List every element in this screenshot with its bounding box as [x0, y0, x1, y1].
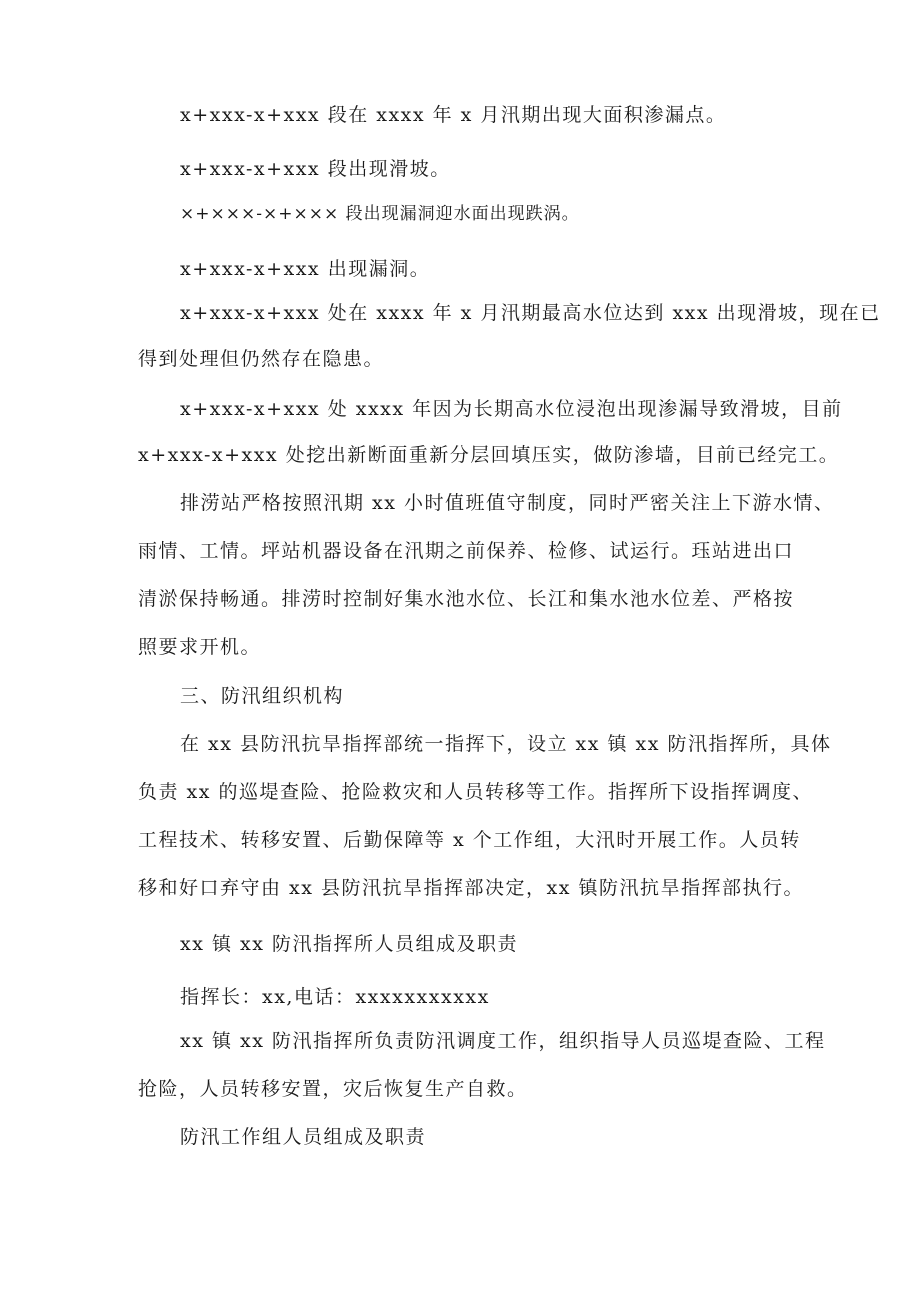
subheading: 防汛工作组人员组成及职责	[180, 1126, 427, 1148]
text-line: x+xxx-x+xxx 段出现滑坡。	[180, 158, 451, 180]
text-line: x+xxx-x+xxx 出现漏洞。	[180, 258, 431, 280]
text-line: 工程技术、转移安置、后勤保障等 x 个工作组，大汛时开展工作。人员转	[138, 829, 801, 851]
text-line: 负责 xx 的巡堤查险、抢险救灾和人员转移等工作。指挥所下设指挥调度、	[138, 781, 814, 803]
text-line: xx 镇 xx 防汛指挥所负责防汛调度工作，组织指导人员巡堤查险、工程	[180, 1030, 826, 1052]
text-line: x+xxx-x+xxx 处 xxxx 年因为长期高水位浸泡出现渗漏导致滑坡，目前	[180, 398, 843, 420]
text-line: 移和好口弃守由 xx 县防汛抗旱指挥部决定，xx 镇防汛抗旱指挥部执行。	[138, 877, 804, 899]
text-line: 照要求开机。	[138, 636, 262, 658]
text-line: 抢险，人员转移安置，灾后恢复生产自救。	[138, 1078, 528, 1100]
text-line: 得到处理但仍然存在隐患。	[138, 348, 385, 370]
text-line: 排涝站严格按照汛期 xx 小时值班值守制度，同时严密关注上下游水情、	[180, 492, 835, 514]
section-heading: 三、防汛组织机构	[180, 685, 345, 707]
subheading: xx 镇 xx 防汛指挥所人员组成及职责	[180, 933, 518, 955]
text-line: x+xxx-x+xxx 处挖出新断面重新分层回填压实，做防渗墙，目前已经完工。	[138, 444, 840, 466]
text-line: ×+×××-×+××× 段出现漏洞迎水面出现跌涡。	[180, 204, 580, 224]
text-line: 清淤保持畅通。排涝时控制好集水池水位、长江和集水池水位差、严格按	[138, 588, 795, 610]
text-line: x+xxx-x+xxx 段在 xxxx 年 x 月汛期出现大面积渗漏点。	[180, 104, 727, 126]
text-line: x+xxx-x+xxx 处在 xxxx 年 x 月汛期最高水位达到 xxx 出现滑坡，现在已	[180, 302, 881, 324]
text-line: 指挥长：xx,电话：xxxxxxxxxxx	[180, 986, 490, 1008]
text-line: 雨情、工情。坪站机器设备在汛期之前保养、检修、试运行。珏站进出口	[138, 540, 795, 562]
text-line: 在 xx 县防汛抗旱指挥部统一指挥下，设立 xx 镇 xx 防汛指挥所，具体	[180, 733, 832, 755]
